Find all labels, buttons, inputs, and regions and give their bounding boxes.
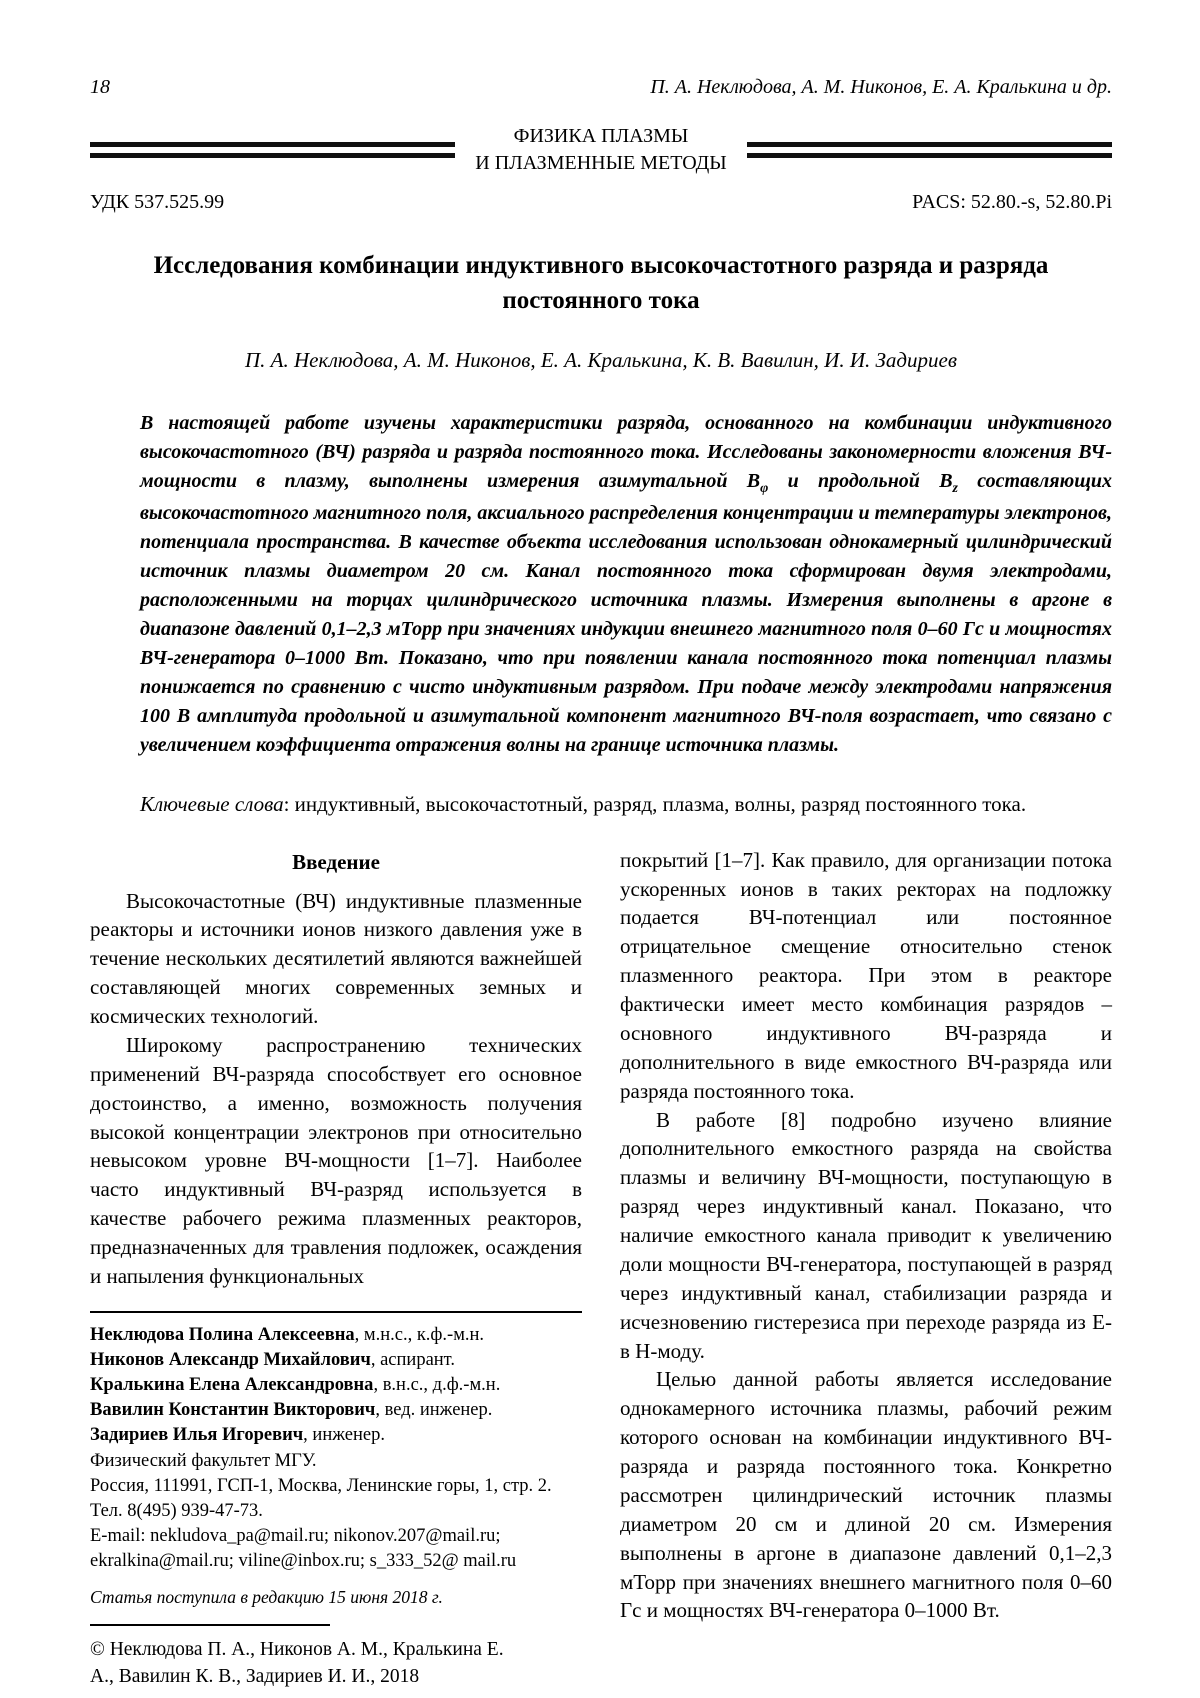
copyright-rule — [90, 1624, 330, 1626]
footnote-author-degree: , в.н.с., д.ф.-м.н. — [373, 1375, 501, 1396]
journal-section-title — [475, 123, 726, 177]
author-list: П. А. Неклюдова, А. М. Никонов, Е. А. Кралькина, К. В. Вавилин, И. И. Задириев — [245, 348, 957, 372]
b-phi-subscript: φ — [760, 481, 769, 496]
received-date-note: Статья поступила в редакцию 15 июня 2018 г. — [90, 1587, 443, 1608]
footnote-author-degree: , инженер. — [303, 1425, 385, 1446]
abstract-part3: составляющих высокочастотного магнитного поля, аксиального распределения концентрации и температуры электронов, потенциала пространства. В качестве объекта исследования использован однокамерный цилиндрический источник плазмы диаметром 20 см. Канал постоянного тока сформирован двумя электродами, расположенными на торцах цилиндрического источника плазмы. Измерения выполнены в аргоне в диапазоне давлений 0,1–2,3 мТорр при значениях индукции внешнего магнитного поля 0–60 Гс и мощностях ВЧ-генератора 0–1000 Вт. Показано, что при появлении канала постоянного тока потенциал плазмы понижается по сравнению с чисто индуктивным разрядом. При подаче между электродами напряжения 100 В амплитуда продольной и азимутальной компонент магнитного ВЧ-поля возрастает, что связано с увеличением коэффициента отражения волны на границе источника плазмы. — [140, 470, 1112, 757]
keywords — [140, 790, 1112, 819]
footnote-rule — [90, 1311, 582, 1313]
abstract-part1: В настоящей работе изучены характеристики разряда, основанного на комбинации индуктивного высокочастотного (ВЧ) разряда и разряда постоянного тока. Исследованы закономерности вложения ВЧ-мощности в плазму, выполнены измерения азимутальной B — [140, 412, 1112, 492]
paragraph: Широкому распространению технических применений ВЧ-разряда способствует его основное достоинство, а именно, возможность получения высокой концентрации электронов при относительно невысоком уровне ВЧ-мощности [1–7]. Наиболее часто индуктивный ВЧ-разряд используется в качестве рабочего режима плазменных реакторов, предназначенных для травления подложек, осаждения и напыления функциональных — [90, 1032, 582, 1288]
double-rule-right — [747, 142, 1112, 158]
running-head — [90, 76, 1112, 99]
footnote-email-line2: ekralkina@mail.ru; viline@inbox.ru; s_333_52@ mail.ru — [90, 1551, 517, 1572]
paragraph: покрытий [1–7]. Как правило, для организации потока ускоренных ионов в таких ректорах на подложку подается ВЧ-потенциал или постоянное отрицательное смещение относительно стенок плазменного реактора. При этом в реакторе фактически имеет место комбинация разрядов – основного индуктивного ВЧ-разряда и дополнительного в виде емкостного ВЧ-разряда или разряда постоянного тока. — [620, 847, 1112, 1103]
classification-codes — [90, 191, 1112, 214]
article-title: Исследования комбинации индуктивного высокочастотного разряда и разряда постоянного тока — [153, 252, 1049, 314]
paragraph: Целью данной работы является исследование однокамерного источника плазмы, рабочий режим которого основан на комбинации индуктивного ВЧ-разряда и разряда постоянного тока. Конкретно рассмотрен цилиндрический источник плазмы диаметром 20 см и длиной 20 см. Измерения выполнены в аргоне в диапазоне давлений 0,1–2,3 мТорр при значениях внешнего магнитного поля 0–60 Гс и мощностях ВЧ-генератора 0–1000 Вт. — [620, 1367, 1112, 1623]
footnote-author-name: Кралькина Елена Александровна — [90, 1375, 374, 1396]
footnote-author-name: Никонов Александр Михайлович — [90, 1349, 371, 1370]
b-z-subscript: z — [952, 481, 958, 496]
double-rule-left — [90, 142, 455, 158]
running-head-authors: П. А. Неклюдова, А. М. Никонов, Е. А. Кралькина и др. — [650, 76, 1112, 98]
footnote-phone: Тел. 8(495) 939-47-73. — [90, 1500, 263, 1521]
journal-section-line2: И ПЛАЗМЕННЫЕ МЕТОДЫ — [475, 152, 727, 174]
footnote-author-name: Неклюдова Полина Алексеевна — [90, 1324, 355, 1345]
footnote-author — [90, 1323, 582, 1348]
footnote-author-name: Вавилин Константин Викторович — [90, 1400, 376, 1421]
footnote-address: Россия, 111991, ГСП-1, Москва, Ленинские горы, 1, стр. 2. — [90, 1475, 552, 1496]
footnote-author — [90, 1373, 582, 1398]
copyright-notice: © Неклюдова П. А., Никонов А. М., Кралькина Е. А., Вавилин К. В., Задириев И. И., 2018 — [90, 1639, 504, 1688]
footnote-author-degree: , м.н.с., к.ф.-м.н. — [354, 1324, 485, 1345]
journal-section-banner — [90, 123, 1112, 177]
paragraph: Высокочастотные (ВЧ) индуктивные плазменные реакторы и источники ионов низкого давления уже в течение нескольких десятилетий являются важнейшей составляющей многих современных земных и космических технологий. — [90, 888, 582, 1029]
abstract — [140, 409, 1112, 760]
pacs-code: PACS: 52.80.-s, 52.80.Pi — [912, 191, 1112, 213]
paragraph: В работе [8] подробно изучено влияние дополнительного емкостного разряда на свойства плазмы и величину ВЧ-мощности, поступающую в разряд через индуктивный канал. Показано, что наличие емкостного канала приводит к увеличению доли мощности ВЧ-генератора, поступающей в разряд через индуктивный канал, стабилизации разряда и исчезновению гистерезиса при переходе разряда из Е- в Н-моду. — [620, 1107, 1112, 1363]
footnote-author-name: Задириев Илья Игоревич — [90, 1425, 304, 1446]
keywords-label: Ключевые слова — [140, 792, 284, 817]
footnote-author — [90, 1348, 582, 1373]
right-column — [620, 846, 1112, 1691]
footnote-email-line1: E-mail: nekludova_pa@mail.ru; nikonov.207@mail.ru; — [90, 1526, 501, 1547]
abstract-part2: и продольной B — [768, 470, 953, 492]
footnote-author-degree: , вед. инженер. — [375, 1400, 493, 1421]
keywords-text: : индуктивный, высокочастотный, разряд, плазма, волны, разряд постоянного тока. — [283, 792, 1027, 817]
footnote-author — [90, 1398, 582, 1423]
page-number: 18 — [90, 76, 110, 98]
journal-section-line1: ФИЗИКА ПЛАЗМЫ — [513, 125, 689, 147]
footnote-author-degree: , аспирант. — [370, 1349, 455, 1370]
udk-code: УДК 537.525.99 — [90, 191, 225, 213]
footnote-affiliation: Физический факультет МГУ. — [90, 1450, 317, 1471]
footnote-author — [90, 1423, 582, 1448]
section-heading-introduction: Введение — [292, 849, 380, 874]
left-column — [90, 846, 582, 1691]
author-footnote — [90, 1311, 582, 1691]
body-columns — [90, 846, 1112, 1691]
